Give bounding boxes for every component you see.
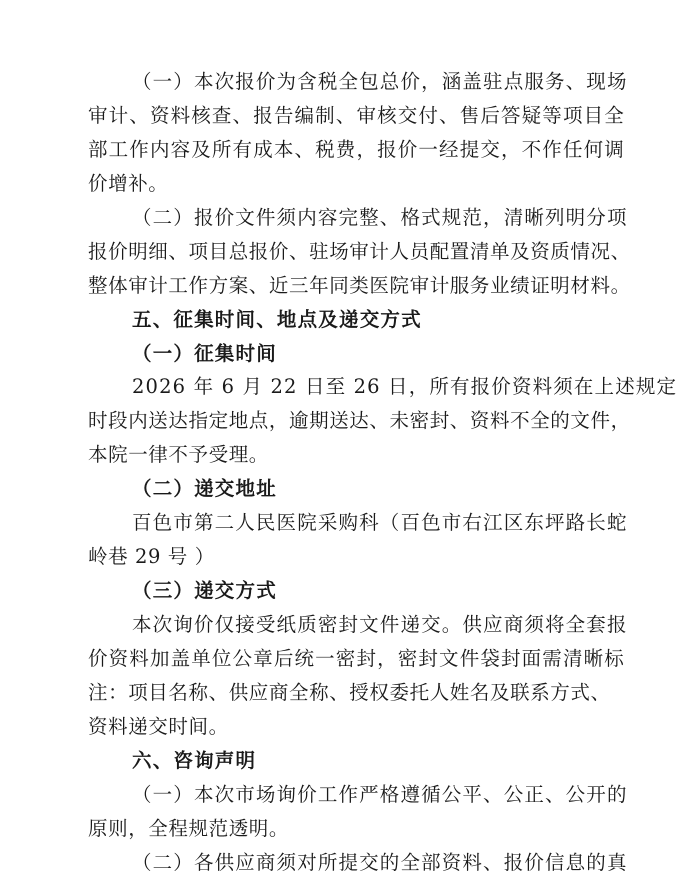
paragraph-line: 报价明细、项目总报价、驻场审计人员配置清单及资质情况、 bbox=[88, 240, 631, 263]
paragraph-line: 整体审计工作方案、近三年同类医院审计服务业绩证明材料。 bbox=[88, 274, 631, 297]
section-heading: 六、咨询声明 bbox=[132, 749, 257, 772]
paragraph-line: 本次询价仅接受纸质密封文件递交。供应商须将全套报 bbox=[132, 613, 628, 636]
paragraph-line: 价资料加盖单位公章后统一密封，密封文件袋封面需清晰标 bbox=[88, 647, 625, 670]
section-heading: 五、征集时间、地点及递交方式 bbox=[132, 308, 422, 331]
paragraph-line: 本院一律不予受理。 bbox=[88, 443, 269, 466]
paragraph-line: 资料递交时间。 bbox=[88, 715, 229, 738]
paragraph-line: 注：项目名称、供应商全称、授权委托人姓名及联系方式、 bbox=[88, 681, 611, 704]
paragraph-line: （二）各供应商须对所提交的全部资料、报价信息的真 bbox=[132, 851, 628, 874]
paragraph-line: （一）本次报价为含税全包总价，涵盖驻点服务、现场 bbox=[132, 70, 628, 93]
paragraph-line: 价增补。 bbox=[88, 172, 169, 195]
paragraph-line: 审计、资料核查、报告编制、审核交付、售后答疑等项目全 bbox=[88, 104, 625, 127]
paragraph-line: 原则，全程规范透明。 bbox=[88, 817, 290, 840]
subsection-heading: （二）递交地址 bbox=[132, 477, 277, 500]
paragraph-line: （二）报价文件须内容完整、格式规范，清晰列明分项 bbox=[132, 206, 628, 229]
paragraph-line: 2026 年 6 月 22 日至 26 日，所有报价资料须在上述规定 bbox=[132, 375, 678, 398]
subsection-heading: （三）递交方式 bbox=[132, 579, 277, 602]
paragraph-line: 岭巷 29 号 ） bbox=[88, 545, 215, 568]
paragraph-line: 时段内送达指定地点，逾期送达、未密封、资料不全的文件， bbox=[88, 409, 631, 432]
paragraph-line: （一）本次市场询价工作严格遵循公平、公正、公开的 bbox=[132, 783, 628, 806]
paragraph-line: 百色市第二人民医院采购科（百色市右江区东坪路长蛇 bbox=[132, 511, 628, 534]
paragraph-line: 部工作内容及所有成本、税费，报价一经提交，不作任何调 bbox=[88, 138, 625, 161]
subsection-heading: （一）征集时间 bbox=[132, 342, 277, 365]
